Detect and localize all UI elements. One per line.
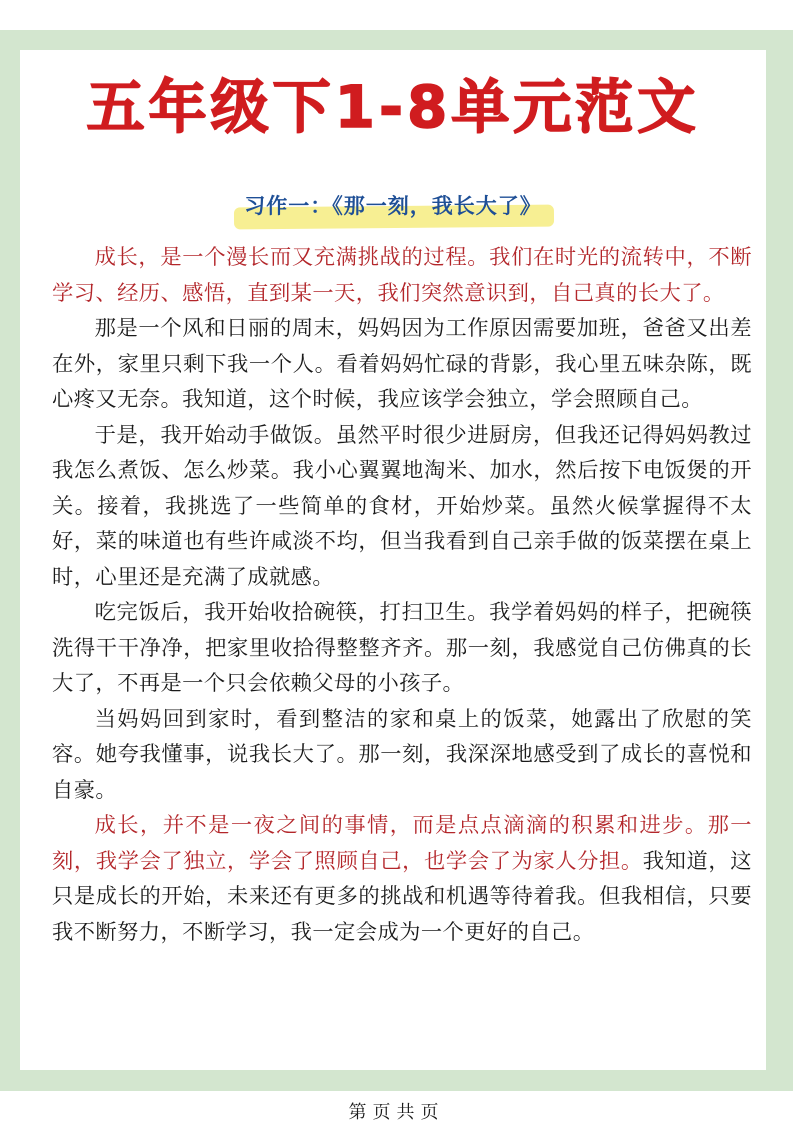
paragraph-conclusion bbox=[52, 808, 752, 950]
subtitle-container bbox=[20, 190, 766, 220]
conclusion-emphasis: 成长，并不是一夜之间的事情，而是点点滴滴的积累和进步。那一刻，我学会了独立，学会了照顾自己，也学会了为家人分担。 bbox=[52, 813, 752, 874]
paragraph-2: 那是一个风和日丽的周末，妈妈因为工作原因需要加班，爸爸又出差在外，家里只剩下我一个人。看着妈妈忙碌的背影，我心里五味杂陈，既心疼又无奈。我知道，这个时候，我应该学会独立，学会照顾自己。 bbox=[52, 316, 752, 412]
paragraph-4: 吃完饭后，我开始收拾碗筷，打扫卫生。我学着妈妈的样子，把碗筷洗得干干净净，把家里收拾得整整齐齐。那一刻，我感觉自己仿佛真的长大了，不再是一个只会依赖父母的小孩子。 bbox=[52, 600, 752, 696]
essay-subtitle: 习作一：《那一刻，我长大了》 bbox=[238, 190, 548, 220]
page-number-footer: 第页共页 bbox=[348, 1102, 445, 1123]
paragraph-5: 当妈妈回到家时，看到整洁的家和桌上的饭菜，她露出了欣慰的笑容。她夸我懂事，说我长大了。那一刻，我深深地感受到了成长的喜悦和自豪。 bbox=[52, 706, 752, 803]
conclusion-text: 我知道，这只是成长的开始，未来还有更多的挑战和机遇等待着我。但我相信，只要我不断努力，不断学习，我一定会成为一个更好的自己。 bbox=[52, 848, 752, 945]
page-frame bbox=[0, 30, 793, 1091]
essay-body bbox=[52, 240, 752, 950]
paragraph-intro: 成长，是一个漫长而又充满挑战的过程。我们在时光的流转中，不断学习、经历、感悟，直到某一天，我们突然意识到，自己真的长大了。 bbox=[52, 245, 752, 306]
paragraph-3: 于是，我开始动手做饭。虽然平时很少进厨房，但我还记得妈妈教过我怎么煮饭、怎么炒菜。我小心翼翼地淘米、加水，然后按下电饭煲的开关。接着，我挑选了一些简单的食材，开始炒菜。虽然火候掌握得不太好，菜的味道也有些许咸淡不均，但当我看到自己亲手做的饭菜摆在桌上时，心里还是充满了成就感。 bbox=[52, 422, 752, 590]
main-title: 五年级下1-8单元范文 bbox=[86, 73, 700, 141]
content-panel bbox=[20, 50, 766, 1070]
